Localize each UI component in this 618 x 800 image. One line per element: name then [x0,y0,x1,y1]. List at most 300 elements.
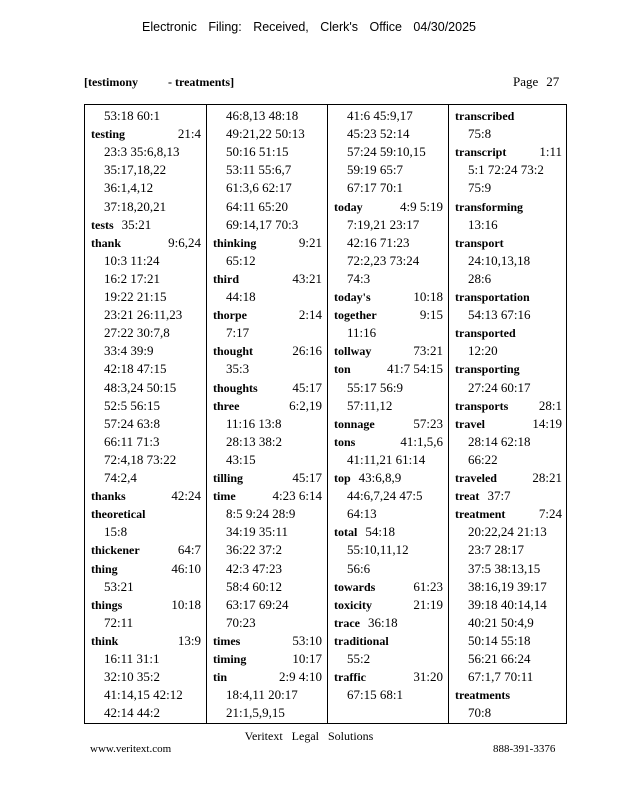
index-ref: 45:17 [292,470,322,485]
index-ref: 14:19 [532,415,562,431]
index-ref-line [468,161,562,179]
index-ref-line [226,161,322,179]
index-ref: 37:7 [487,488,511,504]
index-ref: 13:16 [468,216,498,232]
index-entry [334,668,443,686]
index-ref-line [104,379,201,397]
index-ref: 20:22,24 21:13 [468,524,547,540]
range-start: [testimony [84,75,138,89]
index-ref: 67:17 70:1 [347,180,403,196]
footer-company: Veritext Legal Solutions [244,729,374,743]
index-ref: 57:11,12 [347,397,393,413]
index-word: thorpe [213,308,247,323]
index-ref-line [468,632,562,650]
index-ref: 61:23 [413,578,443,594]
index-entry [455,469,562,487]
index-ref-line [347,179,443,197]
index-word: traveled [455,471,497,485]
index-ref: 28:13 38:2 [226,433,282,449]
index-ref: 64:13 [347,506,377,522]
index-word: transports [455,398,509,413]
index-entry [91,596,201,614]
index-ref-line [468,668,562,686]
index-word: transforming [455,199,523,214]
index-ref: 28:1 [538,397,562,413]
index-ref-line [104,650,201,668]
index-ref-line [226,252,322,270]
index-entry [213,469,322,487]
index-ref: 37:18,20,21 [104,198,167,214]
index-ref-line [104,161,201,179]
index-ref-line [468,306,562,324]
index-column-1 [85,105,206,723]
footer-phone: 888-391-3376 [493,743,556,755]
index-ref-line [468,523,562,541]
index-ref: 64:7 [177,542,201,558]
index-ref: 28:14 62:18 [468,433,531,449]
index-ref: 46:8,13 48:18 [226,108,299,123]
index-word: toxicity [334,597,372,612]
index-ref: 72:11 [104,614,134,630]
index-ref: 31:20 [413,669,443,685]
index-ref: 61:3,6 62:17 [226,180,292,196]
index-entry [213,234,322,252]
index-ref-line [226,523,322,541]
index-entry [213,487,322,505]
index-word: trace [334,615,360,630]
index-column-2 [206,105,327,723]
index-entry [334,523,443,541]
index-ref-line [104,360,201,378]
index-ref-line [468,179,562,197]
index-ref-line [104,324,201,342]
index-entry [455,415,562,433]
index-ref: 56:6 [347,560,371,576]
index-ref: 42:16 71:23 [347,234,410,250]
index-ref: 12:20 [468,343,498,359]
index-ref: 23:3 35:6,8,13 [104,144,180,160]
index-ref: 42:18 47:15 [104,361,167,377]
index-word: top [334,471,351,485]
range-end: - treatments] [168,75,235,89]
index-ref-line [104,451,201,469]
index-ref: 41:7 54:15 [387,361,443,377]
index-word: today [334,199,363,214]
index-ref-line [468,433,562,451]
index-word: testing [91,127,125,142]
index-ref-line [104,270,201,288]
index-ref-line [226,216,322,234]
index-ref: 23:7 28:17 [468,542,524,558]
index-ref: 69:14,17 70:3 [226,216,299,232]
index-ref-line [104,107,201,125]
index-word: together [334,308,377,323]
index-ref-line [104,523,201,541]
index-entry [455,505,562,523]
index-ref-line [104,342,201,360]
index-ref-line [104,415,201,433]
index-entry [334,342,443,360]
index-ref-line [226,415,322,433]
index-entry [91,487,201,505]
index-ref: 2:9 4:10 [279,669,322,685]
index-ref: 67:1,7 70:11 [468,669,534,685]
index-entry [213,379,322,397]
index-ref: 44:18 [226,289,256,304]
page-number-value: 27 [546,74,560,89]
index-ref: 36:22 37:2 [226,542,282,558]
index-ref-line [226,198,322,216]
index-ref-line [468,614,562,632]
index-word: transportation [455,290,530,304]
word-index-table [84,104,567,724]
index-ref-line [104,704,201,722]
index-word: thing [91,561,118,576]
index-ref: 66:11 71:3 [104,433,160,449]
index-entry [91,234,201,252]
index-word: theoretical [91,507,146,522]
index-entry [455,487,562,505]
index-entry [334,360,443,378]
index-entry [213,632,322,650]
index-word: today's [334,290,371,304]
index-word: thought [213,344,254,359]
index-entry [455,360,562,378]
index-ref: 54:18 [365,524,395,540]
index-ref-line [347,451,443,469]
index-ref: 6:2,19 [289,397,322,413]
index-ref-line [347,379,443,397]
index-ref: 28:21 [532,470,562,485]
index-ref: 33:4 39:9 [104,343,154,359]
index-ref-line [468,541,562,559]
index-ref-line [226,143,322,161]
index-ref: 32:10 35:2 [104,669,160,685]
index-word: tilling [213,471,244,485]
index-ref-line [347,487,443,505]
index-word: thank [91,235,122,250]
index-ref-line [347,270,443,288]
index-word: towards [334,579,376,594]
index-ref-line [468,125,562,143]
index-ref-line [468,578,562,596]
index-ref: 45:17 [292,379,322,395]
index-word: tons [334,434,356,449]
index-entry [455,324,562,342]
index-range [84,75,234,90]
index-ref: 57:23 [413,415,443,431]
index-entry [334,632,443,650]
index-word: thoughts [213,380,258,395]
index-word: time [213,489,236,504]
index-entry [334,306,443,324]
index-word: transport [455,235,504,250]
index-ref: 38:16,19 39:17 [468,578,547,594]
index-ref-line [226,704,322,722]
index-ref-line [104,288,201,306]
index-entry [334,433,443,451]
index-ref: 13:9 [177,632,201,648]
index-ref: 43:15 [226,451,256,467]
index-ref: 36:18 [367,614,398,630]
index-ref: 34:19 35:11 [226,524,288,540]
index-ref: 73:21 [413,343,443,359]
index-entry [91,541,201,559]
index-ref: 66:22 [468,451,498,467]
index-ref: 21:1,5,9,15 [226,705,285,721]
index-entry [334,288,443,306]
index-entry [455,107,562,125]
index-ref-line [347,560,443,578]
index-ref: 42:3 47:23 [226,560,282,576]
index-ref: 9:21 [298,234,322,250]
index-word: tin [213,670,228,685]
index-ref: 52:5 56:15 [104,397,160,413]
index-column-4 [448,105,567,723]
index-entry [213,306,322,324]
index-ref-line [226,541,322,559]
index-word: traffic [334,670,366,685]
index-ref: 53:11 55:6,7 [226,162,292,178]
index-ref: 53:18 60:1 [104,108,160,123]
index-ref-line [468,560,562,578]
index-ref: 57:24 63:8 [104,415,160,431]
index-word: ton [334,362,351,377]
index-ref: 7:17 [226,325,250,341]
index-entry [455,686,562,704]
index-ref-line [104,614,201,632]
index-ref: 19:22 21:15 [104,289,167,304]
index-ref: 46:10 [171,560,201,576]
index-ref: 4:9 5:19 [400,198,443,214]
index-ref: 10:3 11:24 [104,252,160,268]
index-word: tonnage [334,416,375,431]
index-entry [91,505,201,523]
index-word: timing [213,652,247,666]
index-entry [91,125,201,143]
index-ref: 57:24 59:10,15 [347,144,426,160]
index-ref-line [347,125,443,143]
index-word: thanks [91,489,126,504]
index-ref: 42:24 [171,488,201,504]
index-ref: 18:4,11 20:17 [226,687,298,703]
index-entry [213,270,322,288]
index-ref: 53:21 [104,578,134,594]
index-ref-line [226,288,322,306]
index-ref: 75:9 [468,180,492,196]
index-ref: 10:18 [171,596,201,612]
index-ref-line [468,379,562,397]
index-ref-line [347,541,443,559]
index-ref: 39:18 40:14,14 [468,596,547,612]
index-ref-line [468,216,562,234]
index-ref-line [226,451,322,469]
index-ref-line [226,578,322,596]
index-ref-line [104,668,201,686]
index-word: transcript [455,145,507,160]
index-ref: 72:4,18 73:22 [104,451,177,467]
index-ref: 24:10,13,18 [468,252,531,268]
index-ref: 28:6 [468,270,492,286]
index-ref: 8:5 9:24 28:9 [226,506,296,522]
index-ref: 2:14 [298,307,322,323]
index-ref-line [104,469,201,487]
index-ref-line [226,125,322,143]
index-ref-line [347,143,443,161]
page-label: Page [513,74,539,89]
index-entry [334,469,443,487]
index-entry [91,216,201,234]
index-ref: 59:19 65:7 [347,162,403,178]
index-column-3 [327,105,448,723]
index-ref: 9:15 [419,307,443,323]
index-ref-line [347,505,443,523]
index-word: think [91,633,119,648]
index-ref: 49:21,22 50:13 [226,126,305,142]
index-entry [455,288,562,306]
index-ref: 21:4 [177,126,201,142]
index-ref-line [468,342,562,360]
index-ref: 48:3,24 50:15 [104,379,177,395]
index-word: tests [91,217,114,232]
index-ref: 41:1,5,6 [400,433,443,449]
index-ref: 27:24 60:17 [468,379,531,395]
index-entry [455,234,562,252]
index-ref: 7:24 [538,506,562,522]
index-word: transcribed [455,109,515,123]
index-ref-line [226,107,322,125]
index-ref: 56:21 66:24 [468,651,531,666]
index-ref: 35:3 [226,361,250,377]
index-ref: 55:17 56:9 [347,379,403,395]
index-word: tollway [334,344,372,359]
index-ref: 70:8 [468,705,492,721]
index-ref-line [226,614,322,632]
index-entry [213,342,322,360]
index-word: treatment [455,507,506,522]
index-ref: 55:10,11,12 [347,542,409,558]
index-ref-line [468,704,562,722]
index-ref-line [468,270,562,288]
efiling-stamp: Electronic Filing: Received, Clerk's Office 04/30/2025 [142,20,476,34]
index-ref: 67:15 68:1 [347,687,403,703]
index-ref: 41:6 45:9,17 [347,108,413,123]
index-ref-line [347,252,443,270]
index-ref: 10:18 [413,289,443,304]
index-ref-line [104,433,201,451]
index-entry [334,596,443,614]
index-ref: 15:8 [104,524,128,540]
index-ref-line [226,560,322,578]
index-ref-line [226,505,322,523]
index-ref: 58:4 60:12 [226,578,282,594]
index-ref: 9:6,24 [168,234,201,250]
index-entry [455,198,562,216]
index-ref-line [104,179,201,197]
index-ref: 50:14 55:18 [468,632,531,648]
index-ref-line [226,179,322,197]
index-entry [334,415,443,433]
index-ref: 43:21 [292,270,322,286]
index-ref: 26:16 [292,343,322,359]
index-ref-line [104,686,201,704]
index-ref: 41:14,15 42:12 [104,687,183,703]
index-word: treatments [455,688,511,703]
index-ref-line [468,650,562,668]
index-word: transported [455,326,516,341]
index-ref-line [226,433,322,451]
index-word: thickener [91,543,140,558]
index-ref-line [104,143,201,161]
index-ref-line [226,360,322,378]
index-ref: 27:22 30:7,8 [104,325,170,341]
index-ref: 36:1,4,12 [104,180,154,196]
index-ref: 63:17 69:24 [226,596,289,612]
index-ref: 45:23 52:14 [347,126,410,142]
index-entry [455,397,562,415]
index-ref: 10:17 [292,651,322,666]
index-entry [91,560,201,578]
index-ref: 70:23 [226,614,256,630]
index-ref: 35:21 [121,216,152,232]
index-ref: 16:11 31:1 [104,651,160,666]
index-ref: 53:10 [292,632,322,648]
index-ref: 16:2 17:21 [104,270,160,286]
index-entry [213,397,322,415]
index-ref: 37:5 38:13,15 [468,560,541,576]
index-entry [334,578,443,596]
index-ref: 50:16 51:15 [226,144,289,160]
index-ref: 44:6,7,24 47:5 [347,488,423,504]
index-ref: 1:11 [539,144,562,160]
index-word: total [334,525,358,540]
index-entry [91,632,201,650]
index-ref-line [226,596,322,614]
index-ref: 4:23 6:14 [272,488,322,504]
index-word: treat [455,489,480,504]
index-ref: 11:16 [347,325,377,341]
index-word: things [91,597,123,612]
page-number [513,74,559,90]
index-ref: 35:17,18,22 [104,162,167,178]
index-word: traditional [334,633,389,648]
index-ref: 41:11,21 61:14 [347,451,426,467]
footer-website: www.veritext.com [90,743,172,755]
index-ref-line [347,686,443,704]
index-ref-line [104,578,201,596]
index-ref-line [226,324,322,342]
index-word: times [213,633,241,648]
index-ref: 74:2,4 [104,470,137,485]
index-ref: 42:14 44:2 [104,705,160,721]
index-ref-line [468,451,562,469]
index-ref: 5:1 72:24 73:2 [468,162,544,178]
index-word: transporting [455,362,520,377]
index-ref-line [468,596,562,614]
index-ref: 64:11 65:20 [226,198,288,214]
index-ref-line [104,198,201,216]
index-entry [213,650,322,668]
index-entry [334,614,443,632]
index-ref: 11:16 13:8 [226,415,282,431]
index-ref: 40:21 50:4,9 [468,614,534,630]
index-word: three [213,398,240,413]
index-entry [334,198,443,216]
index-entry [213,668,322,686]
index-ref: 54:13 67:16 [468,307,531,323]
index-ref-line [347,234,443,252]
index-ref-line [347,650,443,668]
